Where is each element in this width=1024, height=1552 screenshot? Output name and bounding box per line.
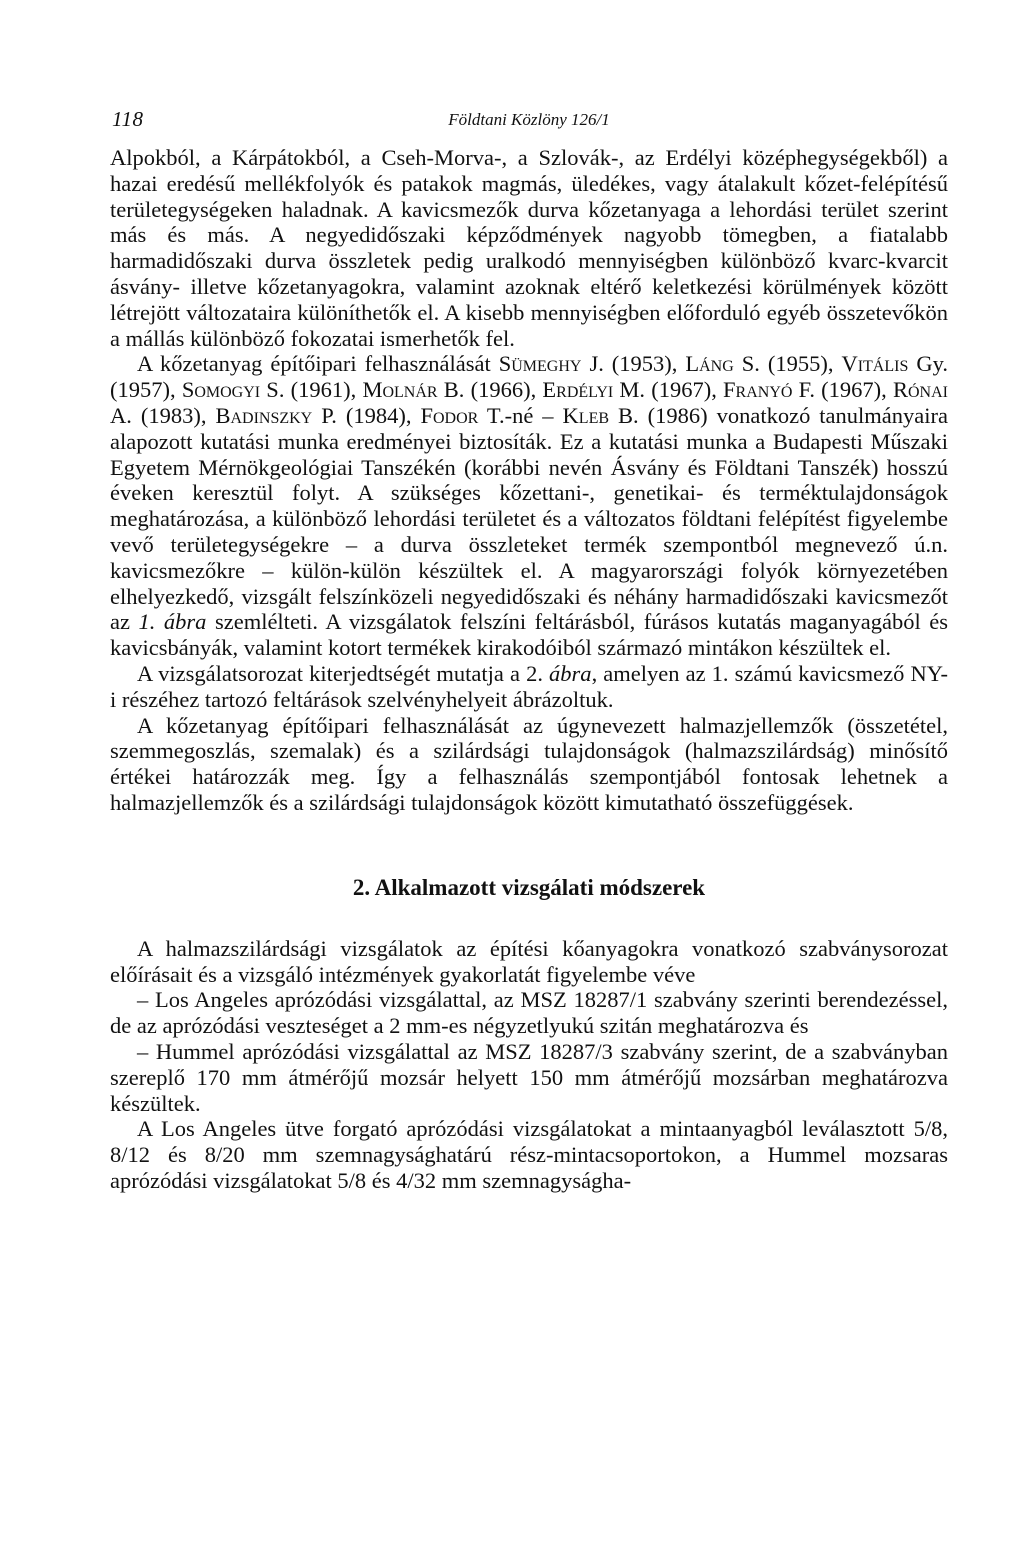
paragraph-properties: A kőzetanyag építőipari felhasználását az úgynevezett halmazjellemzők (összetétel, szemmegoszlás, szemalak) és a szilárdsági tulajdonságok (halmazszilárdság) minősítő értékei határozzák meg. Így a felhasználás szempontjából fontosak lehetnek a halmazjellemzők és a szilárdsági tulajdonságok között kimutatható összefüggések. (110, 712, 948, 815)
author-name: Badinszky (215, 402, 313, 428)
citation-detail: J. (1953), (581, 351, 686, 377)
list-item-hummel: – Hummel aprózódási vizsgálattal az MSZ 18287/3 szabvány szerint, de a szabványban szereplő 170 mm átmérőjű mozsár helyett 150 mm átmérőjű mozsárban meghatározva készültek. (110, 1038, 948, 1116)
paragraph-text: , amelyen az 1. számú kavicsmező NY-i részéhez tartozó feltárások szelvényhelyeit ábrázoltuk. (110, 660, 948, 712)
citation-detail: B. (1966), (437, 377, 543, 403)
paragraph-extent (110, 661, 948, 713)
running-head (110, 95, 948, 135)
figure-reference: 1. ábra (138, 609, 207, 635)
author-name: Sümeghy (498, 351, 582, 377)
paragraph-methods: A halmazszilárdsági vizsgálatok az építési kőanyagokra vonatkozó szabványsorozat előírásait és a vizsgáló intézmények gyakorlatát figyelembe véve (110, 935, 948, 987)
paragraph-continued: Alpokból, a Kárpátokból, a Cseh-Morva-, a Szlovák-, az Erdélyi középhegységekből) a hazai eredésű mellékfolyók és patakok magmás, üledékes, vagy átalakult kőzet-felépítésű területegységeken haladnak. A kavicsmezők durva kőzetanyaga a lehordási terület szerint más és más. A negyedidőszaki képződmények nagyobb tömegben, a fiatalabb harmadidőszaki durva összletek pedig uralkodó mennyiségben különböző kvarc-kvarcit ásvány- illetve kőzetanyagokra, valamint azoknak eltérő keletkezési körülmények között létrejött változataira különíthetők el. A kisebb mennyiségben előforduló egyéb összetevőkön a mállás különböző fokozatai ismerhetők fel. (110, 145, 948, 351)
body-text (110, 145, 948, 1194)
citation-detail: B. (1986) (609, 402, 708, 428)
author-name: Molnár (362, 377, 438, 403)
paragraph-text: vonatkozó tanulmányaira alapozott kutatási munka eredményei biztosíták. Ez a kutatási munka a Budapesti Műszaki Egyetem Mérnökgeológiai Tanszékén (korábbi nevén Ásvány és Földtani Tanszék) hosszú éveken keresztül folyt. A szükséges kőzettani-, genetikai- és terméktulajdonságok meghatározása, a különböző lehordási területet és a változatos földtani felépítést figyelembe vevő területegységekre – a durva összleteket termék szempontból megnevező ú.n. kavicsmezőkre – külön-külön készültek el. A magyarországi folyók környezetében elhelyezkedő, vizsgált felszínközeli negyedidőszaki és néhány harmadidőszaki kavicsmezőt az (110, 402, 948, 635)
paragraph-samples: A Los Angeles ütve forgató aprózódási vizsgálatokat a mintaanyagból leválasztott 5/8, 8/12 és 8/20 mm szemnagysághatárú rész-mintacsoportokon, a Hummel mozsaras aprózódási vizsgálatokat 5/8 és 4/32 mm szemnagyságha- (110, 1116, 948, 1193)
citation-detail: A. (1983), (110, 402, 216, 428)
citation-detail: Gy. (1957), (110, 351, 948, 403)
references-intro: A kőzetanyag építőipari felhasználását (137, 351, 499, 377)
citation-detail: T.-né – (478, 402, 563, 428)
author-name: Vitális (841, 351, 909, 377)
author-name: Franyó (723, 377, 793, 403)
author-name: Láng (685, 351, 734, 377)
section-heading: 2. Alkalmazott vizsgálati módszerek (352, 874, 706, 900)
list-item-los-angeles: – Los Angeles aprózódási vizsgálattal, az MSZ 18287/1 szabvány szerinti berendezéssel, de az aprózódási veszteséget a 2 mm-es négyzetlyukú szitán meghatározva és (110, 987, 948, 1039)
author-name: Fodor (420, 402, 479, 428)
citation-detail: S. (1955), (733, 351, 842, 377)
page-number: 118 (112, 107, 144, 131)
author-name: Kleb (562, 402, 610, 428)
paragraph-references (110, 351, 948, 661)
paragraph-text: szemlélteti. A vizsgálatok felszíni feltárásból, fúrásos kutatás maganyagából és kavicsbányák, valamint kotort termékek kirakodóiból származó mintákon készültek el. (110, 609, 948, 661)
author-name: Somogyi (181, 377, 261, 403)
document-page (110, 95, 948, 1194)
author-name: Rónai (892, 377, 948, 403)
author-name: Erdélyi (542, 377, 614, 403)
citation-detail: F. (1967), (792, 377, 893, 403)
citation-detail: M. (1967), (613, 377, 724, 403)
journal-title: Földtani Közlöny 126/1 (448, 110, 610, 129)
paragraph-text: A vizsgálatsorozat kiterjedtségét mutatja a 2. (137, 660, 550, 686)
figure-reference: ábra (549, 660, 592, 686)
citation-detail: S. (1961), (260, 377, 363, 403)
citation-detail: P. (1984), (312, 402, 421, 428)
